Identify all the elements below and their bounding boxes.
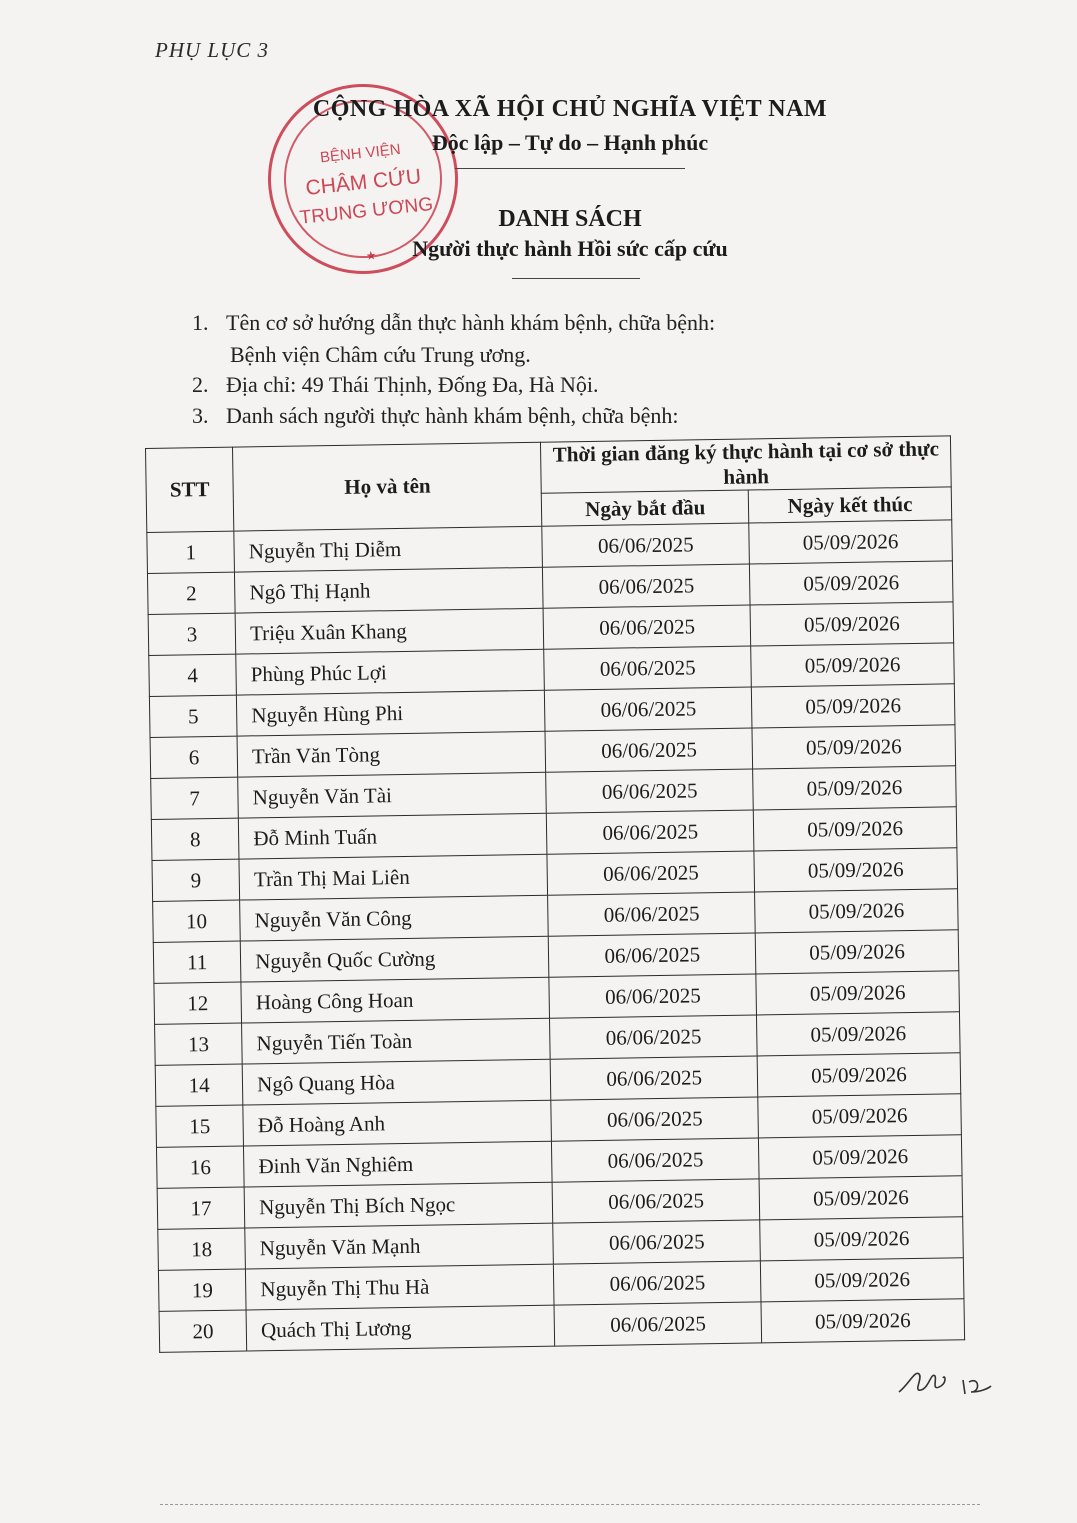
row-name: Nguyễn Quốc Cường [240, 936, 549, 982]
info-item-3-number: 3. [192, 403, 209, 428]
document-title: DANH SÁCH [498, 206, 642, 232]
row-name: Đỗ Hoàng Anh [243, 1100, 552, 1146]
row-stt: 16 [156, 1146, 244, 1188]
row-start-date: 06/06/2025 [543, 605, 750, 649]
row-start-date: 06/06/2025 [551, 1056, 758, 1100]
national-title: CỘNG HÒA XÃ HỘI CHỦ NGHĨA VIỆT NAM [312, 96, 828, 122]
info-item-1 [192, 310, 715, 336]
row-stt: 13 [155, 1023, 243, 1065]
row-start-date: 06/06/2025 [547, 851, 754, 895]
row-stt: 20 [159, 1310, 247, 1352]
row-end-date: 05/09/2026 [753, 766, 957, 810]
row-end-date: 05/09/2026 [760, 1217, 964, 1261]
row-name: Đỗ Minh Tuấn [239, 813, 548, 859]
row-name: Trần Thị Mai Liên [239, 854, 548, 900]
row-start-date: 06/06/2025 [549, 974, 756, 1018]
row-end-date: 05/09/2026 [761, 1299, 965, 1343]
row-name: Ngô Quang Hòa [242, 1059, 551, 1105]
row-start-date: 06/06/2025 [545, 728, 752, 772]
column-header-start: Ngày bắt đầu [542, 490, 749, 526]
practitioner-table [145, 435, 965, 1353]
row-stt: 1 [147, 531, 235, 573]
document-subtitle: Người thực hành Hồi sức cấp cứu [412, 236, 728, 261]
column-header-end: Ngày kết thúc [748, 487, 951, 523]
row-name: Hoàng Công Hoan [241, 977, 550, 1023]
bottom-rule [160, 1504, 980, 1506]
row-name: Ngô Thị Hạnh [235, 567, 544, 613]
row-stt: 14 [155, 1064, 243, 1106]
stamp-line-3: TRUNG ƯƠNG [298, 193, 435, 229]
row-stt: 6 [150, 736, 238, 778]
row-start-date: 06/06/2025 [554, 1302, 761, 1346]
national-motto: Độc lập – Tự do – Hạnh phúc [431, 130, 709, 155]
row-end-date: 05/09/2026 [751, 684, 955, 728]
info-item-2 [192, 372, 599, 398]
row-name: Nguyễn Thị Diễm [234, 526, 543, 572]
row-name: Nguyễn Văn Tài [238, 772, 547, 818]
row-name: Nguyễn Văn Công [240, 895, 549, 941]
column-header-period: Thời gian đăng ký thực hành tại cơ sở thực hành [541, 436, 951, 493]
row-stt: 11 [153, 941, 241, 983]
row-stt: 19 [158, 1269, 246, 1311]
row-end-date: 05/09/2026 [755, 930, 959, 974]
row-start-date: 06/06/2025 [549, 933, 756, 977]
row-start-date: 06/06/2025 [554, 1261, 761, 1305]
row-end-date: 05/09/2026 [750, 602, 954, 646]
row-stt: 2 [147, 572, 235, 614]
row-end-date: 05/09/2026 [754, 848, 958, 892]
row-name: Nguyễn Hùng Phi [237, 690, 546, 736]
info-item-3 [192, 403, 678, 429]
stamp-star-icon: ★ [364, 248, 378, 264]
row-end-date: 05/09/2026 [757, 1053, 961, 1097]
row-stt: 18 [158, 1228, 246, 1270]
row-name: Nguyễn Thị Bích Ngọc [244, 1182, 553, 1228]
row-start-date: 06/06/2025 [553, 1220, 760, 1264]
row-name: Nguyễn Tiến Toàn [242, 1018, 551, 1064]
handwritten-initials-signature [895, 1362, 995, 1402]
row-end-date: 05/09/2026 [758, 1094, 962, 1138]
info-item-2-number: 2. [192, 372, 209, 397]
row-stt: 8 [151, 818, 239, 860]
row-stt: 15 [156, 1105, 244, 1147]
info-item-3-text: Danh sách người thực hành khám bệnh, chữa bệnh: [226, 403, 679, 428]
row-end-date: 05/09/2026 [752, 725, 956, 769]
row-stt: 17 [157, 1187, 245, 1229]
row-stt: 3 [148, 613, 236, 655]
stamp-line-1: BỆNH VIỆN [319, 140, 402, 167]
row-end-date: 05/09/2026 [750, 561, 954, 605]
row-start-date: 06/06/2025 [547, 810, 754, 854]
motto-underline [455, 168, 685, 169]
title-underline [512, 278, 640, 279]
row-name: Nguyễn Văn Mạnh [245, 1223, 554, 1269]
row-end-date: 05/09/2026 [749, 520, 953, 564]
row-start-date: 06/06/2025 [552, 1138, 759, 1182]
info-item-2-text: Địa chỉ: 49 Thái Thịnh, Đống Đa, Hà Nội. [226, 372, 599, 397]
appendix-label: PHỤ LỤC 3 [155, 38, 270, 62]
column-header-name: Họ và tên [233, 442, 543, 531]
row-start-date: 06/06/2025 [544, 646, 751, 690]
row-end-date: 05/09/2026 [760, 1258, 964, 1302]
row-end-date: 05/09/2026 [751, 643, 955, 687]
row-name: Nguyễn Thị Thu Hà [246, 1264, 555, 1310]
stamp-line-2: CHÂM CỨU [304, 164, 423, 200]
row-start-date: 06/06/2025 [545, 687, 752, 731]
row-start-date: 06/06/2025 [543, 564, 750, 608]
row-start-date: 06/06/2025 [551, 1097, 758, 1141]
row-start-date: 06/06/2025 [546, 769, 753, 813]
row-stt: 10 [153, 900, 241, 942]
row-end-date: 05/09/2026 [753, 807, 957, 851]
table-body [147, 520, 965, 1353]
row-start-date: 06/06/2025 [550, 1015, 757, 1059]
row-name: Trần Văn Tòng [237, 731, 546, 777]
row-name: Triệu Xuân Khang [235, 608, 544, 654]
row-name: Đinh Văn Nghiêm [244, 1141, 553, 1187]
row-end-date: 05/09/2026 [757, 1012, 961, 1056]
row-name: Quách Thị Lương [246, 1305, 555, 1351]
column-header-stt: STT [146, 447, 234, 532]
info-item-1-value: Bệnh viện Châm cứu Trung ương. [230, 342, 531, 367]
row-end-date: 05/09/2026 [755, 889, 959, 933]
row-start-date: 06/06/2025 [542, 523, 749, 567]
info-item-1-number: 1. [192, 310, 209, 335]
row-name: Phùng Phúc Lợi [236, 649, 545, 695]
row-start-date: 06/06/2025 [548, 892, 755, 936]
row-stt: 7 [151, 777, 239, 819]
row-stt: 4 [149, 654, 237, 696]
row-stt: 12 [154, 982, 242, 1024]
row-stt: 9 [152, 859, 240, 901]
row-end-date: 05/09/2026 [759, 1135, 963, 1179]
row-stt: 5 [149, 695, 237, 737]
info-item-1-label: Tên cơ sở hướng dẫn thực hành khám bệnh, chữa bệnh: [226, 310, 716, 335]
row-end-date: 05/09/2026 [759, 1176, 963, 1220]
row-end-date: 05/09/2026 [756, 971, 960, 1015]
row-start-date: 06/06/2025 [552, 1179, 759, 1223]
